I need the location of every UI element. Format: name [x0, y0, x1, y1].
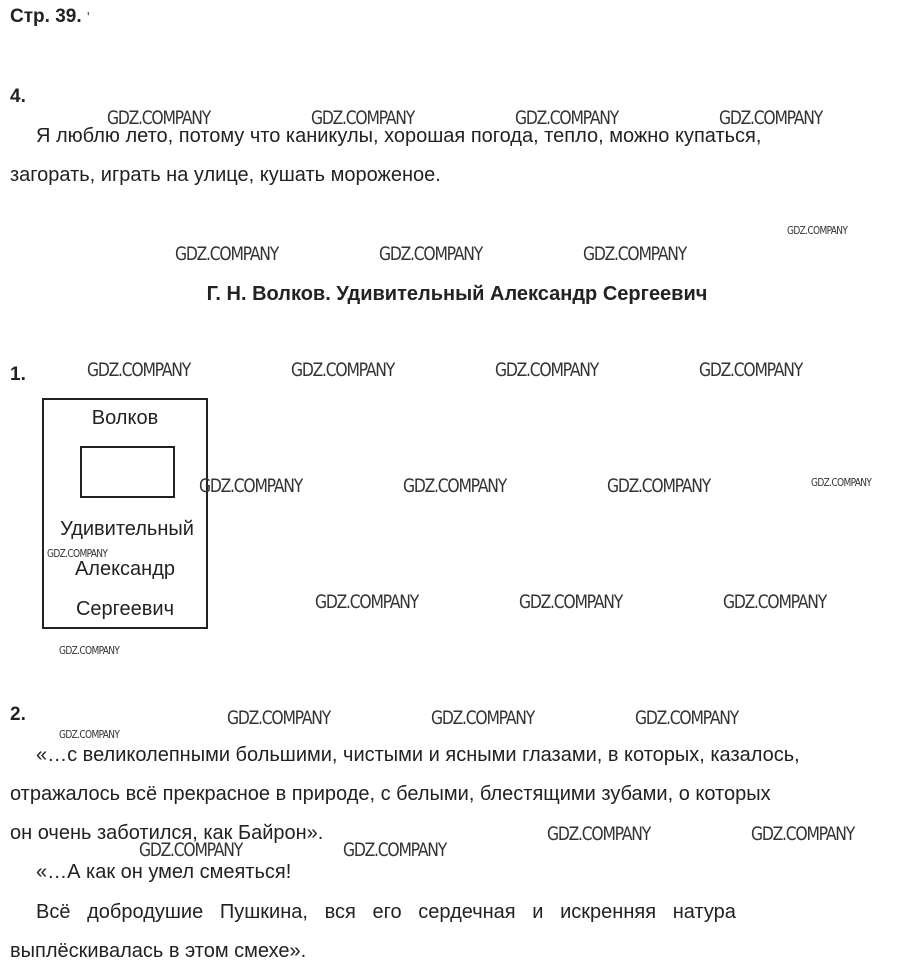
watermark-text: GDZ.COMPANY [199, 475, 302, 497]
watermark-text: GDZ.COMPANY [495, 359, 598, 381]
watermark-text: GDZ.COMPANY [403, 475, 506, 497]
watermark-text: GDZ.COMPANY [343, 839, 446, 861]
watermark-text: GDZ.COMPANY [291, 359, 394, 381]
watermark-text: GDZ.COMPANY [431, 707, 534, 729]
task2-number: 2. [10, 704, 26, 725]
section-title: Г. Н. Волков. Удивительный Александр Сергеевич [206, 283, 708, 305]
quote1-line1: «…с великолепными большими, чистыми и ясными глазами, в которых, казалось, [36, 744, 800, 766]
book-title-line2: Александр [74, 558, 176, 580]
task4-line1: Я люблю лето, потому что каникулы, хорошая погода, тепло, можно купаться, [36, 125, 762, 147]
watermark-text: GDZ.COMPANY [227, 707, 330, 729]
book-cover-box [42, 398, 208, 629]
task4-line2: загорать, играть на улице, кушать мороженое. [10, 164, 441, 186]
cover-image-placeholder [80, 446, 175, 498]
watermark-text: GDZ.COMPANY [379, 243, 482, 265]
watermark-text: GDZ.COMPANY [139, 839, 242, 861]
quote2: «…А как он умел смеяться! [36, 861, 292, 883]
book-title-line1: Удивительный [60, 518, 194, 540]
watermark-text: GDZ.COMPANY [583, 243, 686, 265]
watermark-text: GDZ.COMPANY [699, 359, 802, 381]
watermark-text: GDZ.COMPANY [607, 475, 710, 497]
book-author: Волков [91, 407, 159, 429]
watermark-text: GDZ.COMPANY [107, 107, 210, 129]
quote1-line2: отражалось всё прекрасное в природе, с белыми, блестящими зубами, о которых [10, 783, 771, 805]
watermark-text: GDZ.COMPANY [87, 359, 190, 381]
watermark-text: GDZ.COMPANY [723, 591, 826, 613]
watermark-text: GDZ.COMPANY [519, 591, 622, 613]
quote1-line3: он очень заботился, как Байрон». [10, 822, 324, 844]
watermark-text: GDZ.COMPANY [635, 707, 738, 729]
book-title-line3: Сергеевич [75, 598, 174, 620]
watermark-text: GDZ.COMPANY [59, 644, 120, 657]
quote3-line1: Всё добродушие Пушкина, вся его сердечная и искренняя натура [36, 901, 736, 923]
page-header-text: Стр. 39. [10, 6, 82, 27]
watermark-text: GDZ.COMPANY [515, 107, 618, 129]
task4-number: 4. [10, 86, 26, 107]
page-header [10, 6, 90, 28]
watermark-text: GDZ.COMPANY [59, 728, 120, 741]
watermark-text: GDZ.COMPANY [47, 547, 108, 560]
watermark-text: GDZ.COMPANY [315, 591, 418, 613]
watermark-text: GDZ.COMPANY [547, 823, 650, 845]
watermark-text: GDZ.COMPANY [787, 224, 848, 237]
quote3-line2: выплёскивалась в этом смехе». [10, 940, 307, 962]
watermark-text: GDZ.COMPANY [175, 243, 278, 265]
watermark-text: GDZ.COMPANY [311, 107, 414, 129]
page-header-mark: ' [86, 9, 90, 26]
watermark-text: GDZ.COMPANY [811, 476, 872, 489]
watermark-text: GDZ.COMPANY [751, 823, 854, 845]
task1-number: 1. [10, 364, 26, 385]
watermark-text: GDZ.COMPANY [719, 107, 822, 129]
